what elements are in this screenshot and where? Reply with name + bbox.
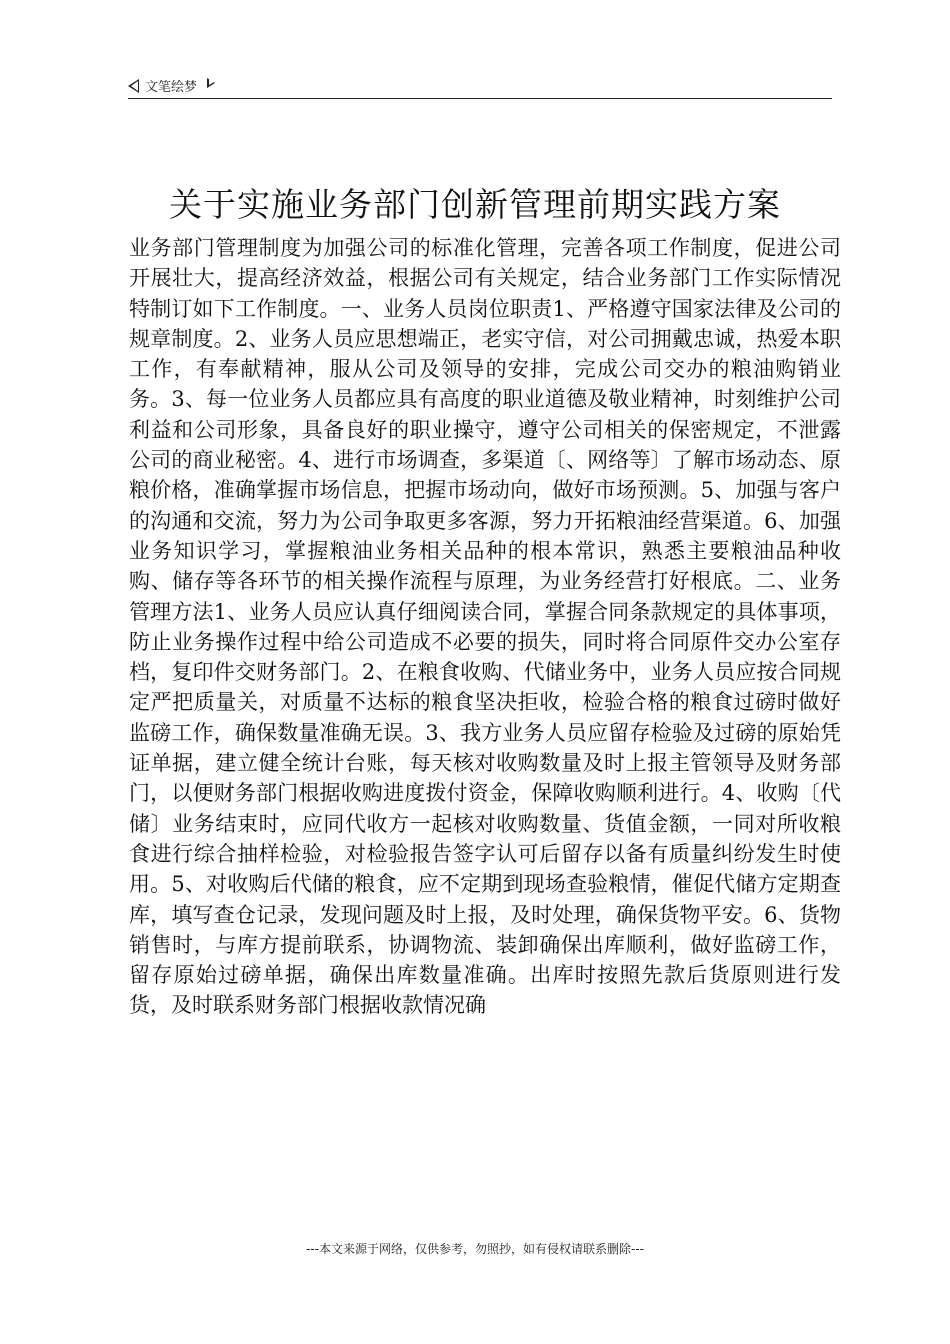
footer-notice: ---本文来源于网络，仅供参考，勿照抄，如有侵权请联系删除--- [306, 1242, 644, 1256]
triangle-left-icon [128, 79, 139, 93]
header-brand [128, 76, 215, 95]
brand-text: 文笔绘梦 [145, 80, 198, 95]
page-header [128, 72, 832, 99]
document-title: 关于实施业务部门创新管理前期实践方案 [169, 185, 781, 224]
triangle-right-icon [207, 78, 215, 88]
document-body: 业务部门管理制度为加强公司的标准化管理，完善各项工作制度，促进公司开展壮大，提高经济效益，根据公司有关规定，结合业务部门工作实际情况特制订如下工作制度。一、业务人员岗位职责1、严格遵守国家法律及公司的规章制度。2、业务人员应思想端正，老实守信，对公司拥戴忠诚，热爱本职工作，有奉献精神，服从公司及领导的安排，完成公司交办的粮油购销业务。3、每一位业务人员都应具有高度的职业道德及敬业精神，时刻维护公司利益和公司形象，具备良好的职业操守，遵守公司相关的保密规定，不泄露公司的商业秘密。4、进行市场调查，多渠道〔、网络等〕了解市场动态、原粮价格，准确掌握市场信息，把握市场动向，做好市场预测。5、加强与客户的沟通和交流，努力为公司争取更多客源，努力开拓粮油经营渠道。6、加强业务知识学习，掌握粮油业务相关品种的根本常识，熟悉主要粮油品种收购、储存等各环节的相关操作流程与原理，为业务经营打好根底。二、业务管理方法1、业务人员应认真仔细阅读合同，掌握合同条款规定的具体事项，防止业务操作过程中给公司造成不必要的损失，同时将合同原件交办公室存档，复印件交财务部门。2、在粮食收购、代储业务中，业务人员应按合同规定严把质量关，对质量不达标的粮食坚决拒收，检验合格的粮食过磅时做好监磅工作，确保数量准确无误。3、我方业务人员应留存检验及过磅的原始凭证单据，建立健全统计台账，每天核对收购数量及时上报主管领导及财务部门，以便财务部门根据收购进度拨付资金，保障收购顺利进行。4、收购〔代储〕业务结束时，应同代收方一起核对收购数量、货值金额，一同对所收粮食进行综合抽样检验，对检验报告签字认可后留存以备有质量纠纷发生时使用。5、对收购后代储的粮食，应不定期到现场查验粮情，催促代储方定期查库，填写查仓记录，发现问题及时上报，及时处理，确保货物平安。6、货物销售时，与库方提前联系，协调物流、装卸确保出库顺利，做好监磅工作，留存原始过磅单据，确保出库数量准确。出库时按照先款后货原则进行发货，及时联系财务部门根据收款情况确 [129, 236, 841, 1018]
